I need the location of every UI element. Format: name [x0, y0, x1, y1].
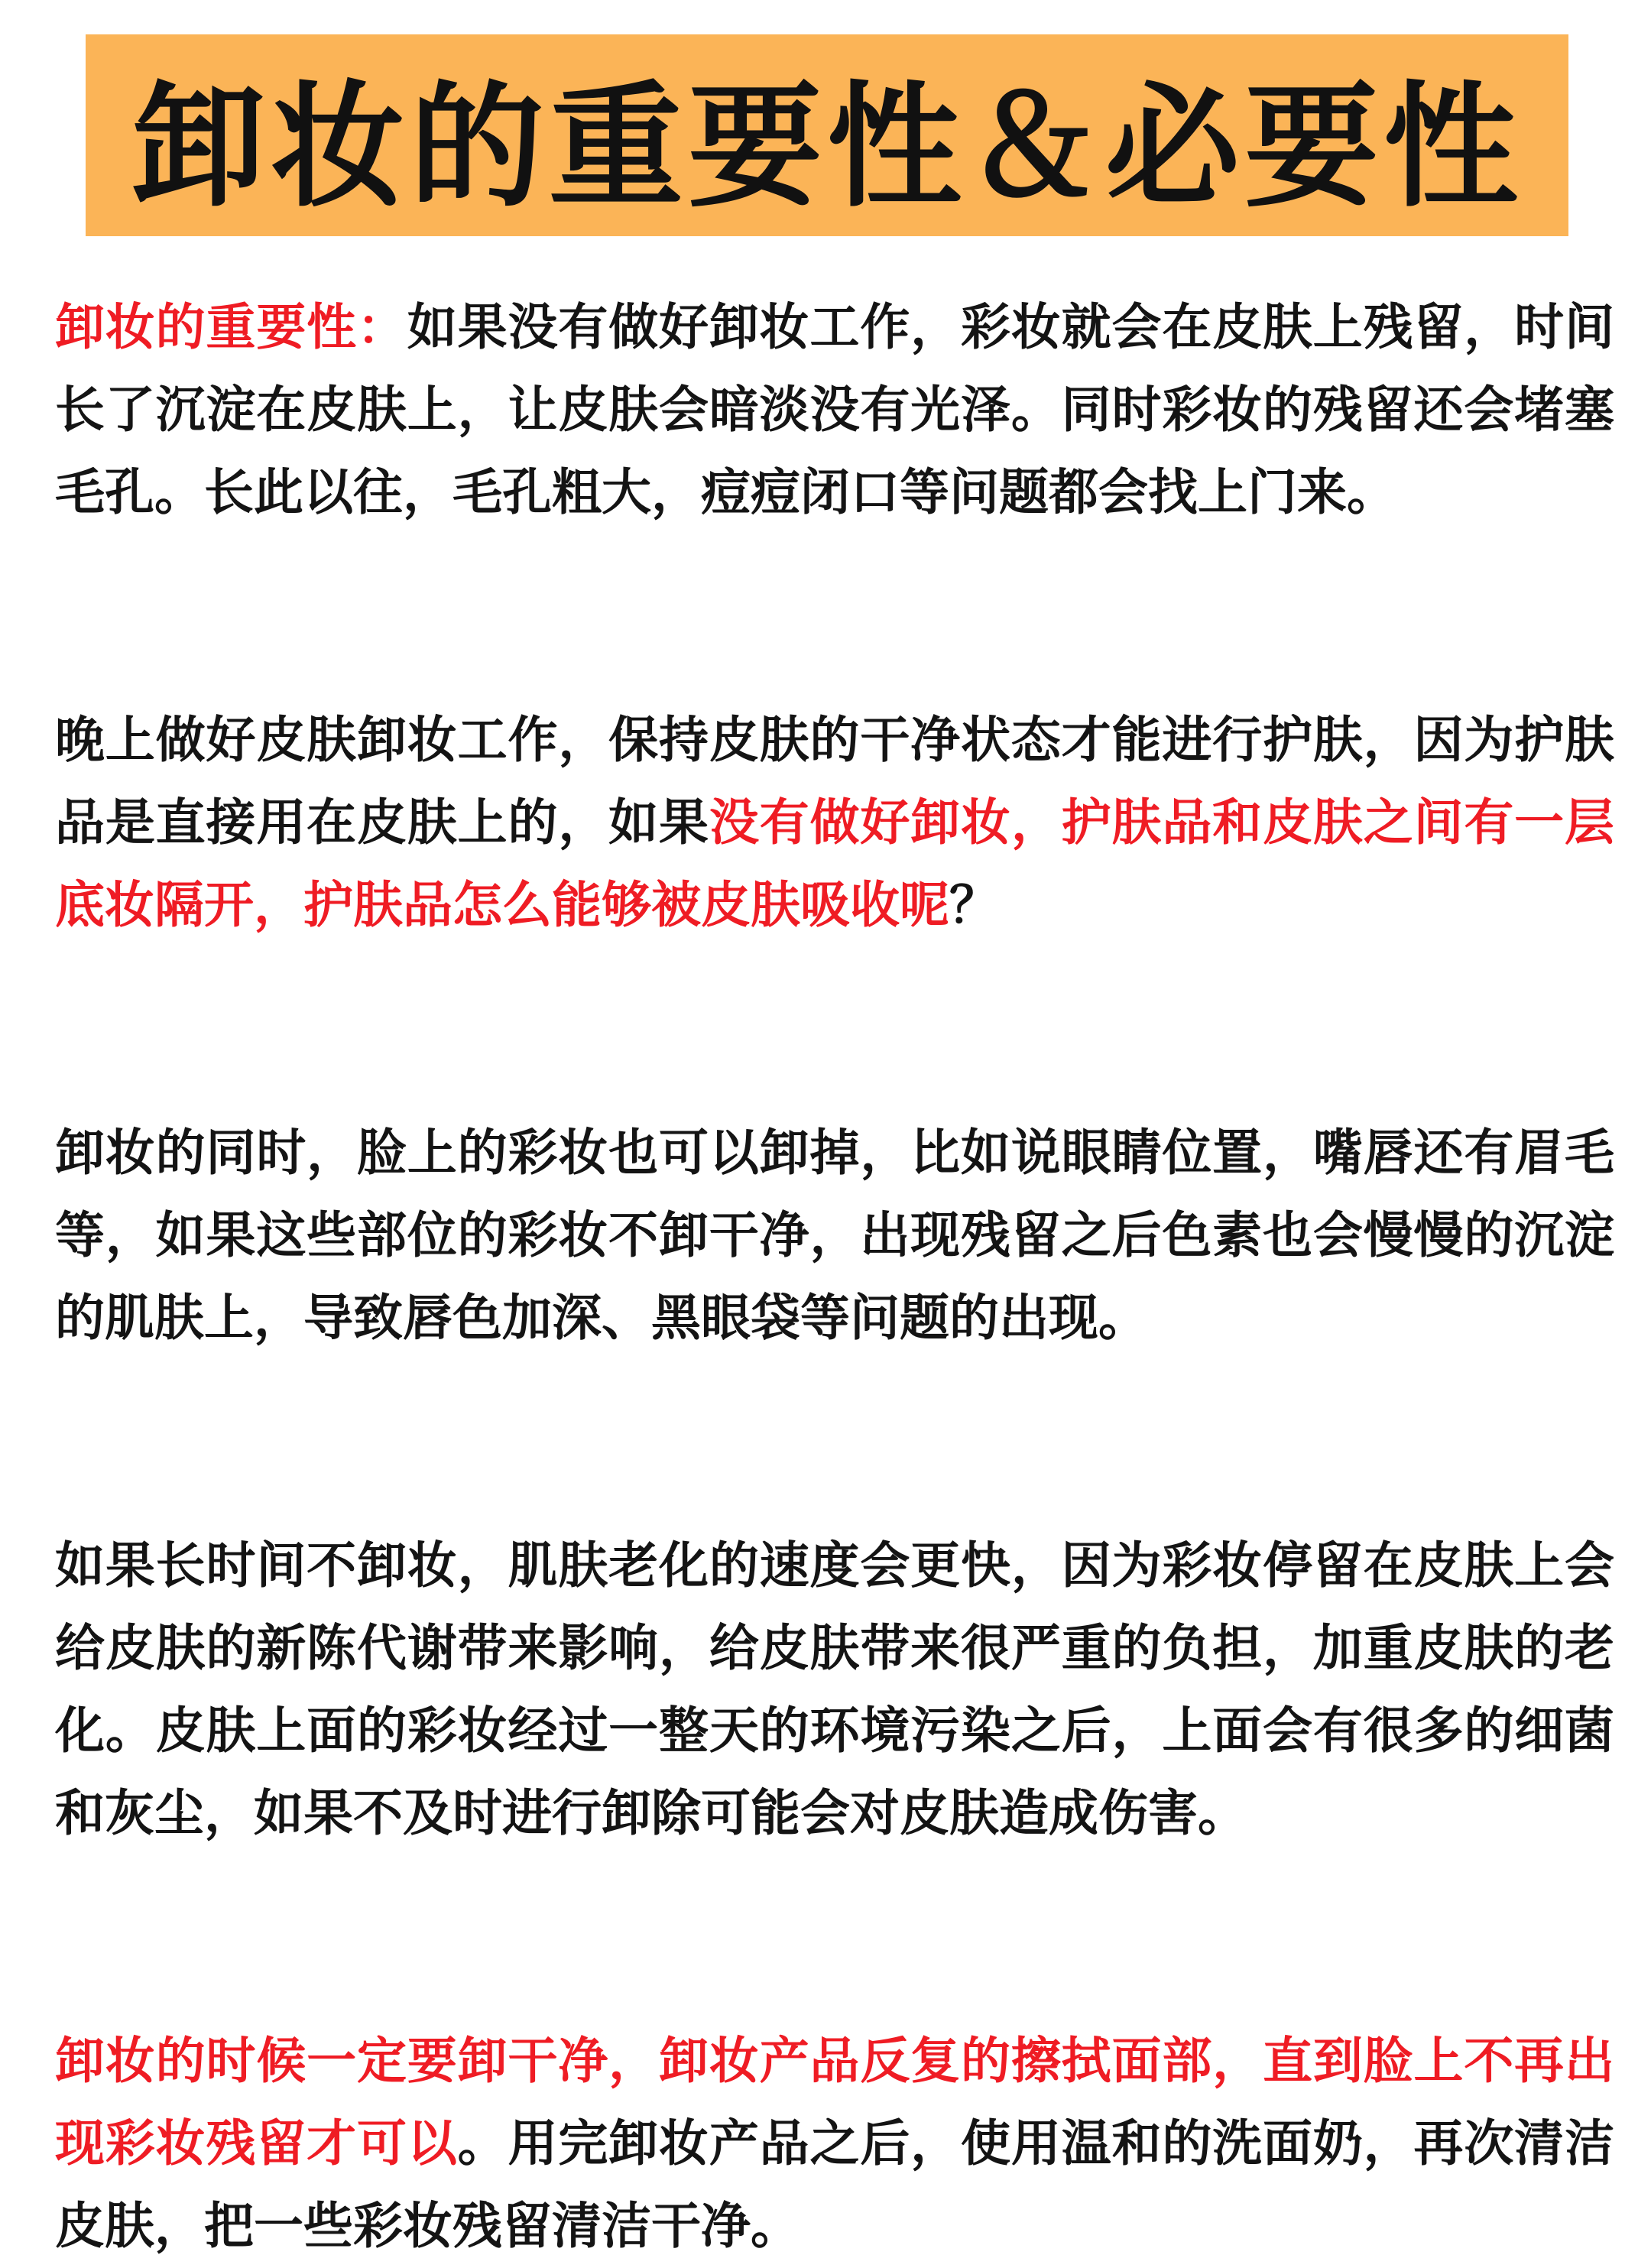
- highlight-text: 卸妆的时候一定要卸干净，卸妆产品反复的擦拭面部，直到脸上不再出现彩妆残留才可以: [55, 2033, 1614, 2172]
- text-run: ？: [949, 877, 1000, 934]
- text-run: 晚上做好皮肤卸妆工作，保持皮肤的干净状态才能进行护肤，因为护肤品是直接用在皮肤上的，如果: [55, 712, 1614, 852]
- page-title: 卸妆的重要性＆必要性: [131, 68, 1523, 226]
- paragraph-eye-lip-makeup: [55, 1112, 1614, 1360]
- paragraph-importance: [55, 287, 1614, 534]
- text-run: 如果长时间不卸妆，肌肤老化的速度会更快，因为彩妆停留在皮肤上会给皮肤的新陈代谢带来影响，给皮肤带来很严重的负担，加重皮肤的老化。皮肤上面的彩妆经过一整天的环境污染之后，上面会有很多的细菌和灰尘，如果不及时进行卸除可能会对皮肤造成伤害。: [55, 1537, 1614, 1842]
- paragraph-thorough-removal: [55, 2020, 1614, 2268]
- paragraph-skin-aging: [55, 1525, 1614, 1855]
- highlight-text: 没有做好卸妆，护肤品和皮肤之间有一层底妆隔开，护肤品怎么能够被皮肤吸收呢: [55, 794, 1614, 934]
- article-body: [55, 287, 1614, 2268]
- text-run: 如果没有做好卸妆工作，彩妆就会在皮肤上残留，时间长了沉淀在皮肤上，让皮肤会暗淡没有光泽。同时彩妆的残留还会堵塞毛孔。长此以往，毛孔粗大，痘痘闭口等问题都会找上门来。: [55, 299, 1614, 521]
- paragraph-night-cleansing: [55, 699, 1614, 947]
- text-run: 卸妆的同时，脸上的彩妆也可以卸掉，比如说眼睛位置，嘴唇还有眉毛等，如果这些部位的彩妆不卸干净，出现残留之后色素也会慢慢的沉淀的肌肤上，导致唇色加深、黑眼袋等问题的出现。: [55, 1124, 1614, 1347]
- text-run: 。用完卸妆产品之后，使用温和的洗面奶，再次清洁皮肤，把一些彩妆残留清洁干净。: [55, 2115, 1614, 2255]
- importance-heading: 卸妆的重要性：: [55, 299, 407, 356]
- title-banner: [86, 34, 1568, 236]
